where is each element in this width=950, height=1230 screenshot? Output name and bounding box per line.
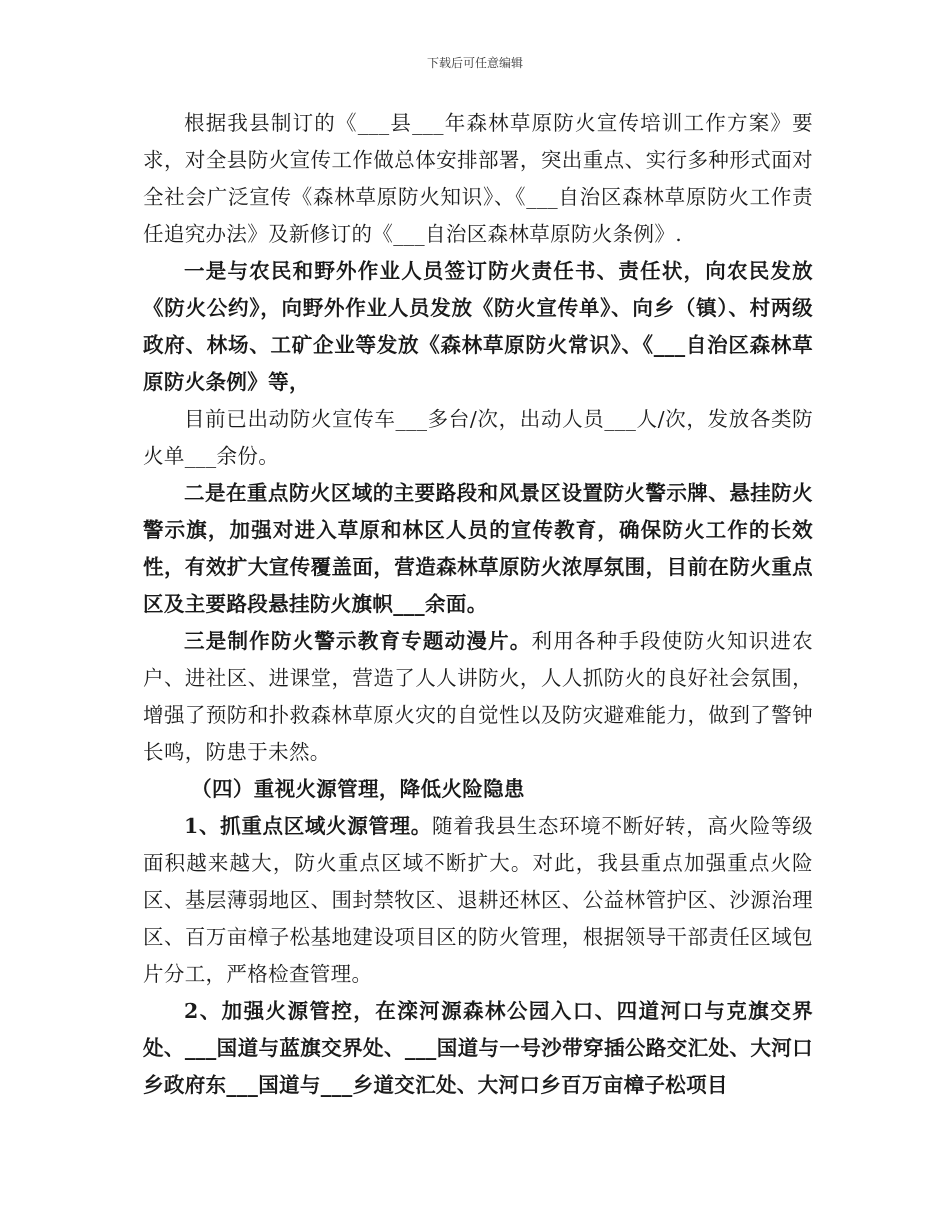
paragraph-point-one: 一是与农民和野外作业人员签订防火责任书、责任状，向农民发放《防火公约》，向野外作业人员发放《防火宣传单》、向乡（镇）、村两级政府、林场、工矿企业等发放《森林草原防火常识》、《___自治区森林草原防火条例》等， <box>143 259 813 394</box>
paragraph-item-two: 2、加强火源管控，在滦河源森林公园入口、四道河口与克旗交界处、___国道与蓝旗交界处、___国道与一号沙带穿插公路交汇处、大河口乡政府东___国道与___乡道交汇处、大河口乡百万亩樟子松项目 <box>143 999 813 1097</box>
document-body <box>143 105 813 1104</box>
paragraph-item-one: 1、抓重点区域火源管理。随着我县生态环境不断好转，高火险等级面积越来越大，防火重点区域不断扩大。对此，我县重点加强重点火险区、基层薄弱地区、围封禁牧区、退耕还林区、公益林管护区、沙源治理区、百万亩樟子松基地建设项目区的防火管理，根据领导干部责任区域包片分工，严格检查管理。 <box>143 814 813 986</box>
paragraph-point-three: 三是制作防火警示教育专题动漫片。利用各种手段使防火知识进农户、进社区、进课堂，营造了人人讲防火，人人抓防火的良好社会氛围，增强了预防和扑救森林草原火灾的自觉性以及防灾避难能力，做到了警钟长鸣，防患于未然。 <box>143 629 813 764</box>
section-heading-four: （四）重视火源管理，降低火险隐患 <box>191 777 525 801</box>
paragraph-intro: 根据我县制订的《___县___年森林草原防火宣传培训工作方案》要求，对全县防火宣传工作做总体安排部署，突出重点、实行多种形式面对全社会广泛宣传《森林草原防火知识》、《___自治区森林草原防火工作责任追究办法》及新修订的《___自治区森林草原防火条例》. <box>143 111 813 246</box>
paragraph-point-two: 二是在重点防火区域的主要路段和风景区设置防火警示牌、悬挂防火警示旗，加强对进入草原和林区人员的宣传教育，确保防火工作的长效性，有效扩大宣传覆盖面，营造森林草原防火浓厚氛围，目前在防火重点区及主要路段悬挂防火旗帜___余面。 <box>143 481 813 616</box>
page-header: 下载后可任意编辑 <box>426 56 523 70</box>
paragraph-progress: 目前已出动防火宣传车___多台/次，出动人员___人/次，发放各类防火单___余份。 <box>143 407 813 468</box>
